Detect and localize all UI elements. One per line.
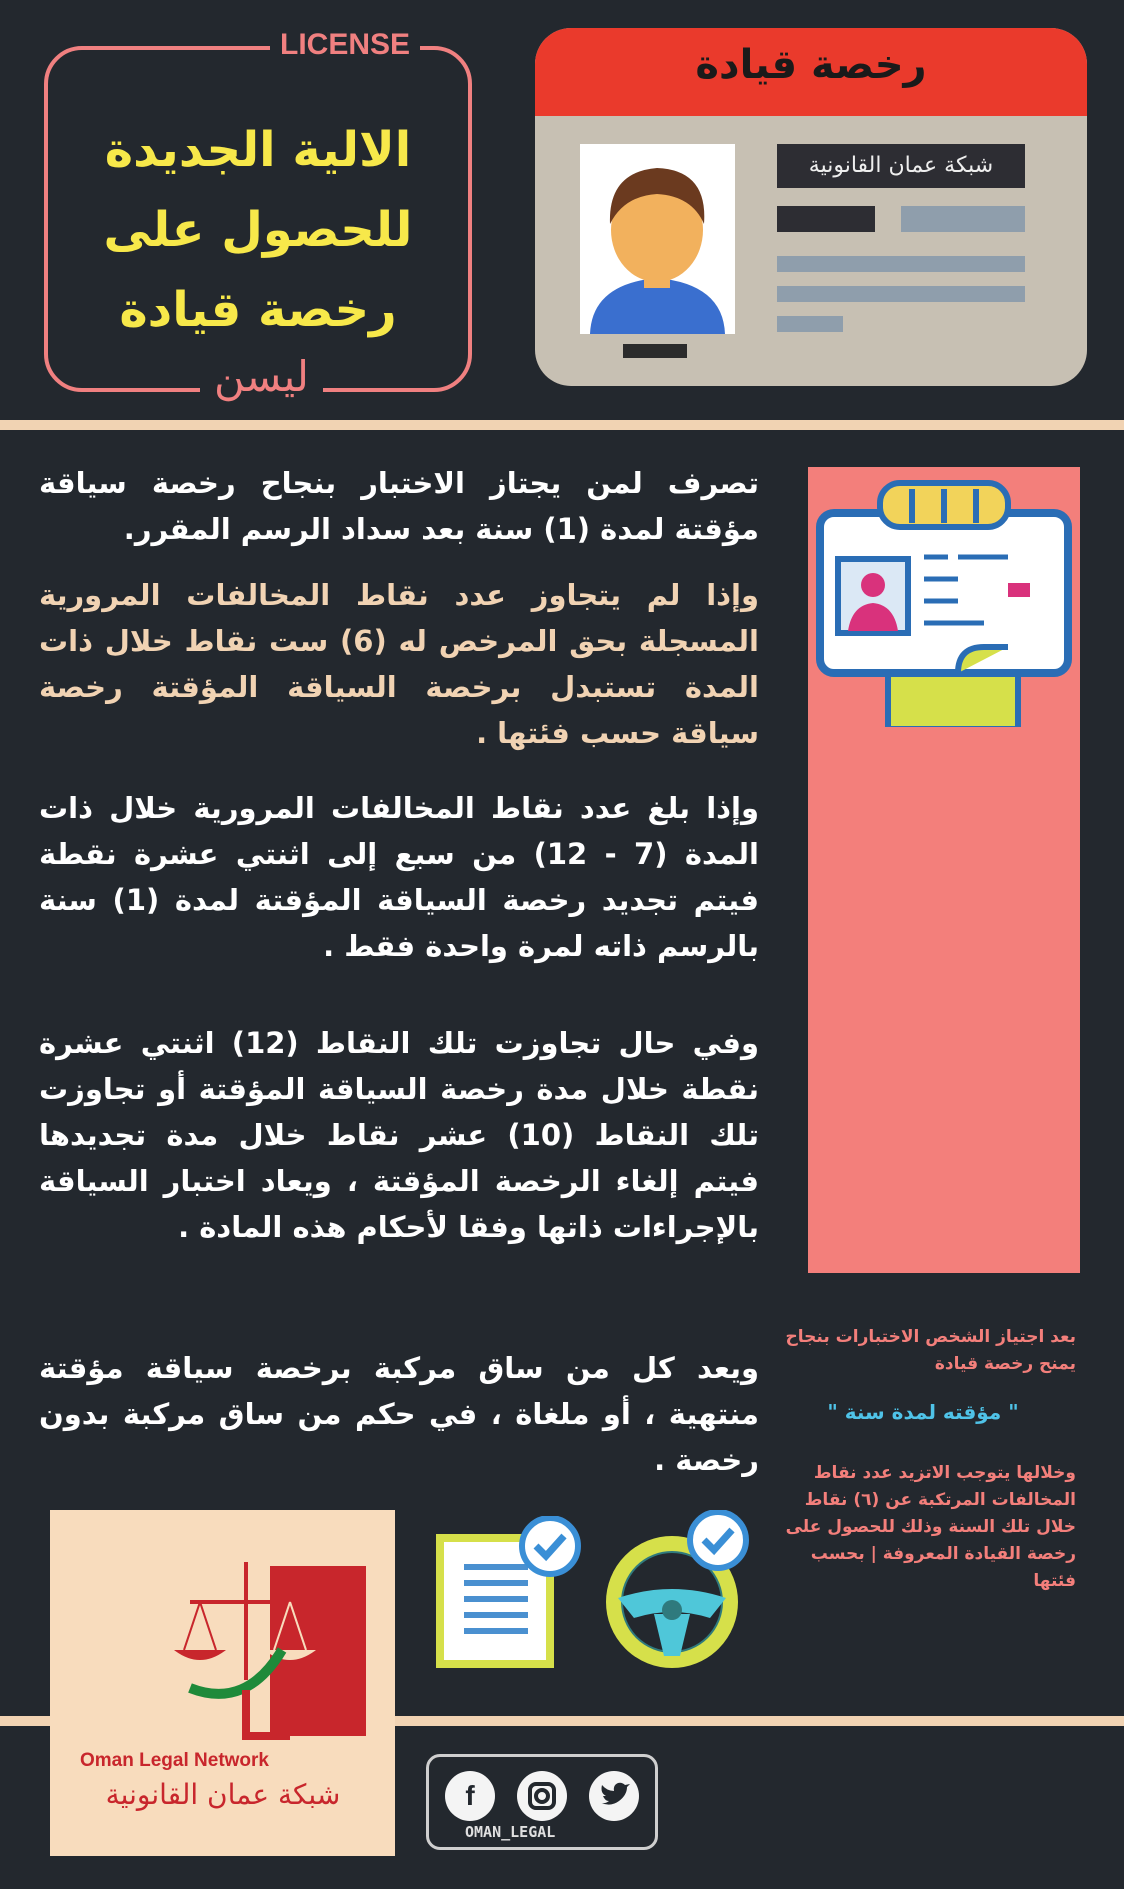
license-card-illustration (535, 28, 1087, 386)
card-title: رخصة قيادة (695, 42, 927, 88)
social-handle[interactable]: OMAN_LEGAL (459, 1823, 561, 1841)
document-check-icon (436, 1516, 586, 1668)
facebook-icon[interactable]: f (445, 1771, 495, 1821)
card-field-bar (777, 206, 875, 232)
side-note-2: وخلالها يتوجب الاتزيد عدد نقاط المخالفات المرتكبة عن (٦) نقاط خلال تلك السنة وذلك للحصول على رخصة القيادة المعروفة | بحسب فئتها (785, 1463, 1076, 1591)
hand-holding-card-icon (808, 467, 1080, 727)
paragraph-2: وإذا لم يتجاوز عدد نقاط المخالفات المرورية المسجلة بحق المرخص له (6) ست نقاط خلال ذات المدة تستبدل برخصة السياقة المؤقتة رخصة سياقة حسب فئتها . (39, 578, 759, 750)
paragraph-3: وإذا بلغ عدد نقاط المخالفات المرورية خلال ذات المدة (7 - 12) من سبع إلى اثنتي عشرة نقطة فيتم تجديد رخصة السياقة المؤقتة لمدة (1) سنة بالرسم ذاته لمرة واحدة فقط . (39, 791, 759, 963)
side-panel (808, 467, 1080, 1273)
person-avatar-icon (580, 144, 735, 334)
scales-of-justice-icon (50, 1510, 395, 1750)
photo-caption-bar (623, 344, 687, 358)
steering-wheel-check-icon (600, 1510, 760, 1670)
paragraph-4: وفي حال تجاوزت تلك النقاط (12) اثنتي عشرة نقطة خلال مدة رخصة السياقة المؤقتة أو تجاوزت تلك النقاط (10) عشر نقاط خلال مدة تجديدها فيتم إلغاء الرخصة المؤقتة ، ويعاد اختبار السياقة بالإجراءات ذاتها وفقا لأحكام هذه المادة . (39, 1026, 759, 1244)
oman-legal-network-logo (50, 1510, 395, 1856)
instagram-icon[interactable] (517, 1771, 567, 1821)
title-line-3: رخصة قيادة (119, 282, 397, 338)
side-note-highlight: " مؤقته لمدة سنة " (827, 1400, 1019, 1424)
title-line-2: للحصول على (103, 202, 413, 258)
top-divider (0, 420, 1124, 430)
side-note-1: بعد اجتياز الشخص الاختبارات بنجاح يمنح رخصة قيادة (785, 1327, 1076, 1374)
card-field-bar (777, 286, 1025, 302)
card-field-bar (777, 316, 843, 332)
title-bottom-word: ليسن (200, 352, 323, 401)
license-tag: LICENSE (270, 28, 420, 62)
social-links (426, 1754, 658, 1850)
card-network-label: شبكة عمان القانونية (777, 144, 1025, 188)
paragraph-5: ويعد كل من ساق مركبة برخصة سياقة مؤقتة منتهية ، أو ملغاة ، في حكم من ساق مركبة بدون رخصة . (39, 1351, 759, 1477)
logo-arabic-name: شبكة عمان القانونية (105, 1778, 341, 1811)
page-title (50, 110, 466, 350)
logo-english-name: Oman Legal Network (80, 1750, 269, 1771)
paragraph-1: تصرف لمن يجتاز الاختبار بنجاح رخصة سياقة مؤقتة لمدة (1) سنة بعد سداد الرسم المقرر. (39, 466, 759, 546)
card-field-bar (777, 256, 1025, 272)
title-line-1: الالية الجديدة (104, 122, 412, 178)
card-field-bar (901, 206, 1025, 232)
twitter-icon[interactable] (589, 1771, 639, 1821)
